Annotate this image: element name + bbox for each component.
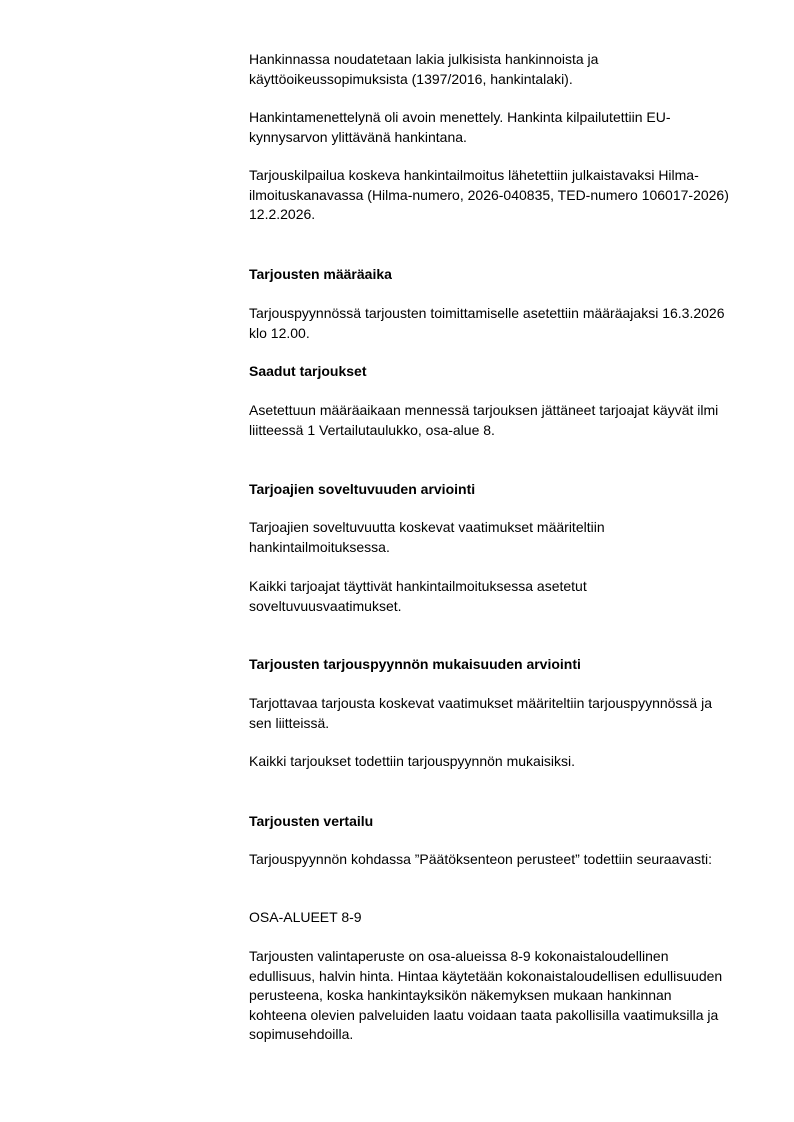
conformity-paragraph-requirements: Tarjottavaa tarjousta koskevat vaatimukset määriteltiin tarjouspyynnössä ja sen liitteissä. xyxy=(249,695,712,731)
comparison-lots-label: OSA-ALUEET 8-9 xyxy=(249,909,362,925)
suitability-heading: Tarjoajien soveltuvuuden arviointi xyxy=(249,481,476,497)
deadline-heading: Tarjousten määräaika xyxy=(249,266,392,282)
received-offers-paragraph: Asetettuun määräaikaan mennessä tarjouksen jättäneet tarjoajat käyvät ilmi liitteessä 1 Vertailutaulukko, osa-alue 8. xyxy=(249,402,719,438)
conformity-heading: Tarjousten tarjouspyynnön mukaisuuden arviointi xyxy=(249,656,581,672)
suitability-paragraph-requirements: Tarjoajien soveltuvuutta koskevat vaatimukset määriteltiin hankintailmoituksessa. xyxy=(249,519,605,555)
intro-paragraph-notice: Tarjouskilpailua koskeva hankintailmoitus lähetettiin julkaistavaksi Hilma-ilmoituskanavassa (Hilma-numero, 2026-040835, TED-numero 106017-2026) 12.2.2026. xyxy=(249,167,729,222)
conformity-paragraph-result: Kaikki tarjoukset todettiin tarjouspyynnön mukaisiksi. xyxy=(249,753,576,769)
comparison-heading: Tarjousten vertailu xyxy=(249,813,374,829)
deadline-paragraph: Tarjouspyynnössä tarjousten toimittamiselle asetettiin määräajaksi 16.3.2026 klo 12.00. xyxy=(249,305,725,341)
suitability-paragraph-result: Kaikki tarjoajat täyttivät hankintailmoituksessa asetetut soveltuvuusvaatimukset. xyxy=(249,578,587,614)
comparison-paragraph-basis: Tarjousten valintaperuste on osa-alueissa 8-9 kokonaistaloudellinen edullisuus, halvin hinta. Hintaa käytetään kokonaistaloudellisen edullisuuden perusteena, koska hankintayksikön näkemyksen mukaan hankinnan kohteena olevien palveluiden laatu voidaan taata pakollisilla vaatimuksilla ja sopimusehdoilla. xyxy=(249,948,723,1042)
intro-paragraph-procedure: Hankintamenettelynä oli avoin menettely. Hankinta kilpailutettiin EU-kynnysarvon ylittävänä hankintana. xyxy=(249,109,671,145)
intro-paragraph-law: Hankinnassa noudatetaan lakia julkisista hankinnoista ja käyttöoikeussopimuksista (1397/2016, hankintalaki). xyxy=(249,51,599,87)
received-offers-heading: Saadut tarjoukset xyxy=(249,363,367,379)
comparison-paragraph-criteria: Tarjouspyynnön kohdassa ”Päätöksenteon perusteet” todettiin seuraavasti: xyxy=(249,851,713,867)
